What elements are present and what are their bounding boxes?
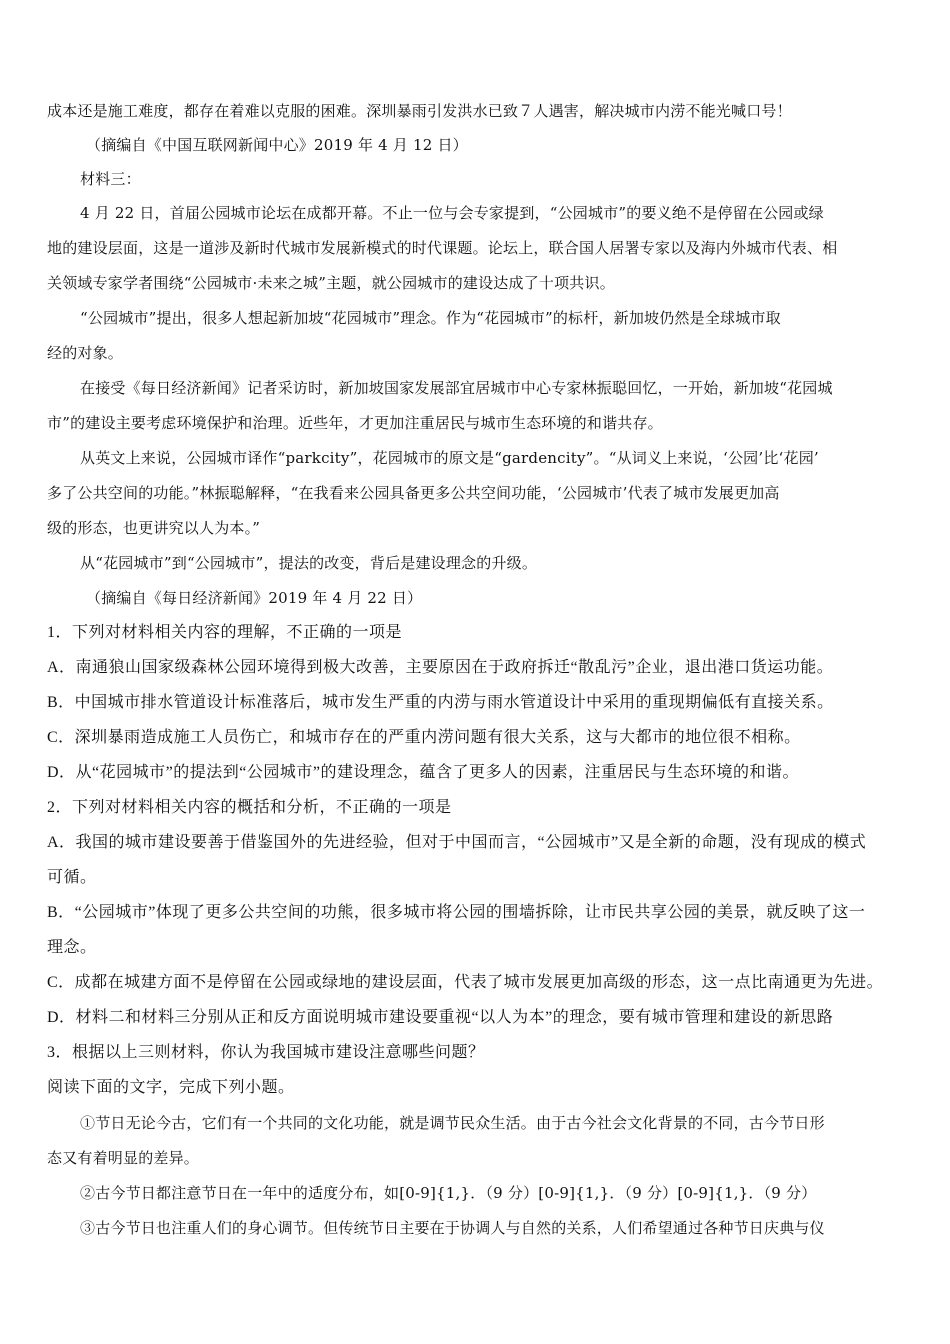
question-1-option-a: A．南通狼山国家级森林公园环境得到极大改善，主要原因在于政府拆迁“散乱污”企业，退出港口货运功能。 xyxy=(47,659,834,676)
material3-source: （摘编自《每日经济新闻》2019 年 4 月 22 日） xyxy=(86,589,423,607)
question-2-option-d: D．材料二和材料三分别从正和反方面说明城市建设要重视“以人为本”的理念，要有城市管理和建设的新思路 xyxy=(47,1009,834,1026)
material2-source: （摘编自《中国互联网新闻中心》2019 年 4 月 12 日） xyxy=(86,136,468,154)
question-2-option-a-line-2: 可循。 xyxy=(47,869,97,886)
material3-paragraph-4-line-3: 级的形态，也更讲究以人为本。” xyxy=(47,519,261,537)
material3-paragraph-3-line-1: 在接受《每日经济新闻》记者采访时，新加坡国家发展部宜居城市中心专家林振聪回忆，一开始，新加坡“花园城 xyxy=(80,379,833,397)
question-2-option-b-line-1: B．“公园城市”体现了更多公共空间的功熊，很多城市将公园的围墙拆除，让市民共享公园的美景，就反映了这一 xyxy=(47,904,866,921)
material3-paragraph-3-line-2: 市”的建设主要考虑环境保护和治理。近些年，才更加注重居民与城市生态环境的和谐共存。 xyxy=(47,414,663,432)
material3-paragraph-1-line-2: 地的建设层面，这是一道涉及新时代城市发展新模式的时代课题。论坛上，联合国人居署专家以及海内外城市代表、相 xyxy=(47,239,838,257)
material3-paragraph-4-line-2: 多了公共空间的功能。”林振聪解释，“在我看来公园具备更多公共空间功能，‘公园城市’代表了城市发展更加高 xyxy=(47,484,780,502)
question-1-option-d: D．从“花园城市”的提法到“公园城市”的建设理念，蕴含了更多人的因素，注重居民与生态环境的和谐。 xyxy=(47,764,799,781)
question-1-stem: 1．下列对材料相关内容的理解，不正确的一项是 xyxy=(47,624,403,641)
reading-sentence-1-line-2: 态又有着明显的差异。 xyxy=(47,1149,200,1167)
reading-sentence-3: ③古今节日也注重人们的身心调节。但传统节日主要在于协调人与自然的关系，人们希望通过各种节日庆典与仪 xyxy=(80,1219,825,1237)
material3-paragraph-1-line-1: 4 月 22 日，首届公园城市论坛在成都开幕。不止一位与会专家提到，“公园城市”的要义绝不是停留在公园或绿 xyxy=(80,204,824,222)
reading-intro: 阅读下面的文字，完成下列小题。 xyxy=(47,1079,295,1096)
question-1-option-b: B．中国城市排水管道设计标准落后，城市发生严重的内涝与雨水管道设计中采用的重现期偏低有直接关系。 xyxy=(47,694,834,711)
question-2-option-b-line-2: 理念。 xyxy=(47,939,97,956)
material3-paragraph-2-line-2: 经的对象。 xyxy=(47,344,124,362)
material3-paragraph-5: 从“花园城市”到“公园城市”，提法的改变，背后是建设理念的升级。 xyxy=(80,554,538,572)
question-2-option-a-line-1: A．我国的城市建设要善于借鉴国外的先进经验，但对于中国而言，“公园城市”又是全新的命题，没有现成的模式 xyxy=(47,834,867,851)
material3-paragraph-2-line-1: “公园城市”提出，很多人想起新加坡“花园城市”理念。作为“花园城市”的标杆，新加坡仍然是全球城市取 xyxy=(80,309,781,327)
reading-sentence-2: ②古今节日都注意节日在一年中的适度分布，如[0-9]{1,}．（9 分）[0-9]{1,}．（9 分）[0-9]{1,}．（9 分） xyxy=(80,1184,817,1202)
question-1-option-c: C．深圳暴雨造成施工人员伤亡，和城市存在的严重内涝问题有很大关系，这与大都市的地位很不相称。 xyxy=(47,729,801,746)
question-2-option-c: C．成都在城建方面不是停留在公园或绿地的建设层面，代表了城市发展更加高级的形态，这一点比南通更为先进。 xyxy=(47,974,884,991)
material3-paragraph-1-line-3: 关领域专家学者围绕“公园城市·未来之城”主题，就公园城市的建设达成了十项共识。 xyxy=(47,274,615,292)
material3-paragraph-4-line-1: 从英文上来说，公园城市译作“parkcity”，花园城市的原文是“gardencity”。“从词义上来说，‘公园’比‘花园’ xyxy=(80,449,819,467)
reading-sentence-1-line-1: ①节日无论今古，它们有一个共同的文化功能，就是调节民众生活。由于古今社会文化背景的不同，古今节日形 xyxy=(80,1114,825,1132)
material3-heading: 材料三： xyxy=(80,170,141,188)
material2-tail-text: 成本还是施工难度，都存在着难以克服的困难。深圳暴雨引发洪水已致７人遇害，解决城市内涝不能光喊口号！ xyxy=(47,102,792,120)
question-2-stem: 2．下列对材料相关内容的概括和分析，不正确的一项是 xyxy=(47,799,452,816)
question-3-stem: 3．根据以上三则材料，你认为我国城市建设注意哪些问题？ xyxy=(47,1044,485,1061)
